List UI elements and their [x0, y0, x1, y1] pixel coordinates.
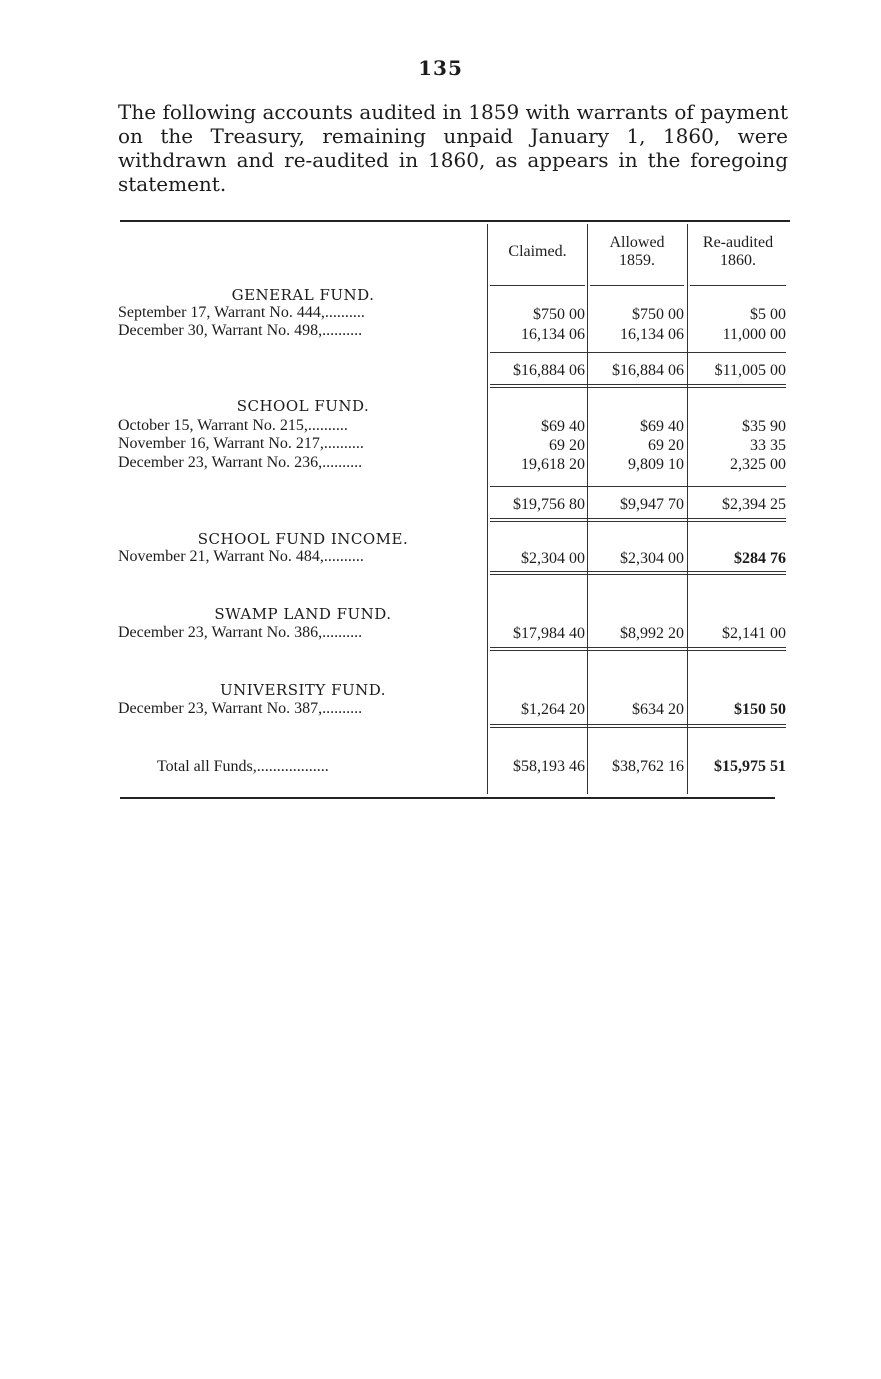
subtotal-allowed: $16,884 06 — [612, 362, 684, 379]
total-reaudited: $15,975 51 — [714, 758, 786, 775]
table-bottom-rule — [120, 797, 775, 799]
cell-reaudited: $5 00 — [750, 306, 786, 323]
table-column-divider — [687, 224, 688, 794]
cell-claimed: 16,134 06 — [521, 326, 585, 343]
cell-allowed: 69 20 — [648, 437, 684, 454]
subtotal-rule — [490, 486, 786, 487]
subtotal-double-rule — [490, 384, 786, 388]
section-title: GENERAL FUND. — [231, 286, 375, 304]
section-double-rule — [490, 571, 786, 575]
header-rule — [590, 285, 684, 286]
row-label: December 23, Warrant No. 236,.......... — [118, 454, 363, 471]
cell-reaudited: 11,000 00 — [722, 326, 786, 343]
header-rule — [490, 285, 585, 286]
cell-allowed: 9,809 10 — [628, 456, 684, 473]
cell-reaudited: $35 90 — [742, 418, 786, 435]
row-label: October 15, Warrant No. 215,.......... — [118, 417, 348, 434]
subtotal-claimed: $16,884 06 — [513, 362, 585, 379]
table-column-divider — [487, 224, 488, 794]
cell-reaudited: $2,141 00 — [722, 625, 786, 642]
cell-claimed: 19,618 20 — [521, 456, 585, 473]
section-double-rule — [490, 724, 786, 728]
total-claimed: $58,193 46 — [513, 758, 585, 775]
table-top-rule — [120, 220, 790, 222]
section-title: SCHOOL FUND INCOME. — [197, 530, 409, 548]
column-header-claimed: Claimed. — [508, 243, 567, 260]
header-rule — [690, 285, 786, 286]
cell-allowed: $8,992 20 — [620, 625, 684, 642]
cell-allowed: 16,134 06 — [620, 326, 684, 343]
row-label: December 30, Warrant No. 498,.......... — [118, 322, 363, 339]
section-title: SWAMP LAND FUND. — [214, 605, 392, 623]
cell-allowed: $750 00 — [632, 306, 684, 323]
cell-claimed: $2,304 00 — [521, 550, 585, 567]
column-header-reaudited: Re-audited 1860. — [702, 234, 774, 269]
cell-claimed: $17,984 40 — [513, 625, 585, 642]
section-double-rule — [490, 647, 786, 651]
row-label: November 21, Warrant No. 484,.......... — [118, 548, 364, 565]
cell-claimed: $750 00 — [533, 306, 585, 323]
total-label: Total all Funds,.................. — [157, 758, 329, 775]
cell-reaudited: $284 76 — [734, 550, 786, 567]
section-title: SCHOOL FUND. — [236, 397, 370, 415]
cell-claimed: $1,264 20 — [521, 701, 585, 718]
subtotal-claimed: $19,756 80 — [513, 496, 585, 513]
cell-allowed: $634 20 — [632, 701, 684, 718]
page-number: 135 — [418, 56, 463, 80]
row-label: November 16, Warrant No. 217,.......... — [118, 435, 364, 452]
section-title: UNIVERSITY FUND. — [219, 681, 387, 699]
subtotal-reaudited: $11,005 00 — [714, 362, 786, 379]
subtotal-allowed: $9,947 70 — [620, 496, 684, 513]
row-label: December 23, Warrant No. 387,.......... — [118, 700, 363, 717]
cell-allowed: $69 40 — [640, 418, 684, 435]
subtotal-double-rule — [490, 518, 786, 522]
subtotal-reaudited: $2,394 25 — [722, 496, 786, 513]
cell-reaudited: $150 50 — [734, 701, 786, 718]
subtotal-rule — [490, 352, 786, 353]
table-column-divider — [587, 224, 588, 794]
cell-reaudited: 33 35 — [750, 437, 786, 454]
column-header-allowed: Allowed 1859. — [609, 234, 665, 269]
cell-claimed: 69 20 — [549, 437, 585, 454]
cell-reaudited: 2,325 00 — [730, 456, 786, 473]
row-label: September 17, Warrant No. 444,.......... — [118, 304, 365, 321]
intro-paragraph: The following accounts audited in 1859 with warrants of payment on the Treasury, remaining unpaid January 1, 1860, were withdrawn and re-audited in 1860, as appears in the foregoing statement. — [118, 100, 788, 196]
cell-allowed: $2,304 00 — [620, 550, 684, 567]
row-label: December 23, Warrant No. 386,.......... — [118, 624, 363, 641]
total-allowed: $38,762 16 — [612, 758, 684, 775]
cell-claimed: $69 40 — [541, 418, 585, 435]
